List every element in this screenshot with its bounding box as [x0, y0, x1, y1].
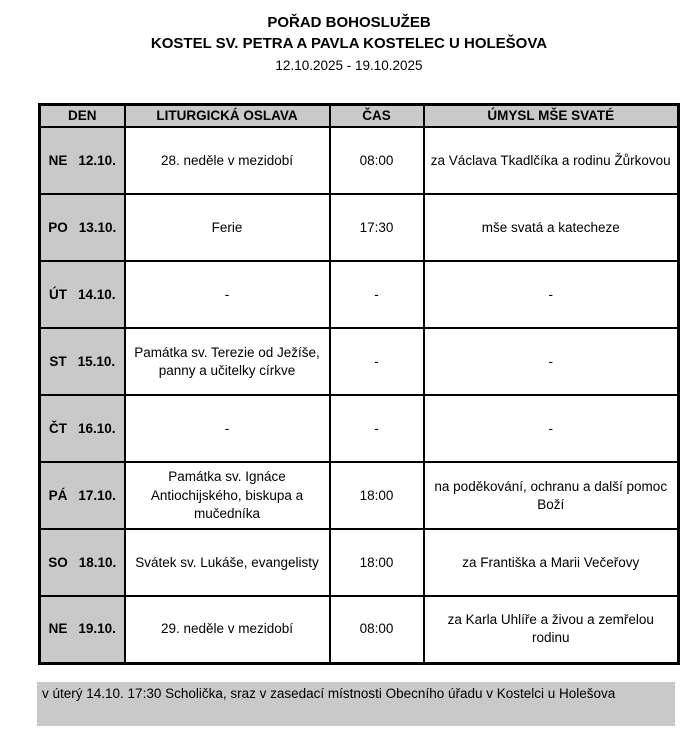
intention-cell: za Františka a Marii Večeřovy [424, 529, 679, 596]
time-cell: 08:00 [330, 596, 424, 663]
time-cell: - [330, 395, 424, 462]
intention-cell: - [424, 261, 679, 328]
day-cell [40, 194, 125, 261]
day-abbreviation: NE [48, 621, 68, 637]
time-cell: 18:00 [330, 462, 424, 529]
schedule-table [38, 103, 680, 665]
header-row [40, 105, 679, 128]
liturgy-cell: 29. neděle v mezidobí [125, 596, 330, 663]
day-cell [40, 529, 125, 596]
day-date: 16.10. [77, 420, 116, 436]
header-cell-liturgicka-oslava: LITURGICKÁ OSLAVA [125, 105, 330, 128]
day-abbreviation: ST [49, 353, 67, 369]
day-date: 18.10. [78, 554, 117, 570]
intention-cell: - [424, 395, 679, 462]
liturgy-cell: Památka sv. Terezie od Ježíše, panny a učitelky církve [125, 328, 330, 395]
day-abbreviation: PÁ [48, 487, 68, 503]
day-date: 17.10. [78, 487, 116, 503]
day-abbreviation: ČT [48, 420, 67, 436]
table-row [40, 596, 679, 663]
header-cell-den: DEN [40, 105, 125, 128]
church-name: KOSTEL SV. PETRA A PAVLA KOSTELEC U HOLEŠOVA [150, 35, 548, 52]
day-date: 19.10. [78, 621, 116, 637]
table-row [40, 127, 679, 194]
intention-cell: - [424, 328, 679, 395]
header-cell-cas: ČAS [330, 105, 424, 128]
time-cell: 18:00 [330, 529, 424, 596]
table-row [40, 462, 679, 529]
table-row [40, 395, 679, 462]
title-block [0, 0, 698, 76]
day-date: 13.10. [78, 219, 117, 235]
table-row [40, 261, 679, 328]
table-row [40, 328, 679, 395]
day-date: 14.10. [77, 286, 116, 302]
day-cell [40, 462, 125, 529]
document-title: POŘAD BOHOSLUŽEB [267, 14, 431, 31]
time-cell: 08:00 [330, 127, 424, 194]
liturgy-cell: - [125, 395, 330, 462]
day-cell [40, 596, 125, 663]
intention-cell: za Václava Tkadlčíka a rodinu Žůrkovou [424, 127, 679, 194]
liturgy-cell: Svátek sv. Lukáše, evangelisty [125, 529, 330, 596]
day-abbreviation: PO [48, 219, 68, 235]
table-row [40, 529, 679, 596]
day-date: 15.10. [77, 353, 116, 369]
intention-cell: za Karla Uhlíře a živou a zemřelou rodinu [424, 596, 679, 663]
header-cell-umysl-mse-svate: ÚMYSL MŠE SVATÉ [424, 105, 679, 128]
liturgy-cell: - [125, 261, 330, 328]
day-date: 12.10. [78, 152, 116, 168]
time-cell: - [330, 328, 424, 395]
intention-cell: mše svatá a katecheze [424, 194, 679, 261]
table-row [40, 194, 679, 261]
liturgy-cell: Památka sv. Ignáce Antiochijského, biskupa a mučedníka [125, 462, 330, 529]
day-cell [40, 127, 125, 194]
intention-cell: na poděkování, ochranu a další pomoc Boží [424, 462, 679, 529]
day-cell [40, 395, 125, 462]
date-range: 12.10.2025 - 19.10.2025 [275, 58, 423, 73]
day-cell [40, 328, 125, 395]
time-cell: - [330, 261, 424, 328]
day-abbreviation: ÚT [48, 286, 67, 302]
liturgy-cell: 28. neděle v mezidobí [125, 127, 330, 194]
day-cell [40, 261, 125, 328]
day-abbreviation: NE [48, 152, 68, 168]
liturgy-cell: Ferie [125, 194, 330, 261]
schedule-body [40, 127, 679, 663]
time-cell: 17:30 [330, 194, 424, 261]
footer-note: v úterý 14.10. 17:30 Scholička, sraz v zasedací místnosti Obecního úřadu v Kostelci u Holešova [37, 682, 675, 726]
day-abbreviation: SO [48, 554, 68, 570]
